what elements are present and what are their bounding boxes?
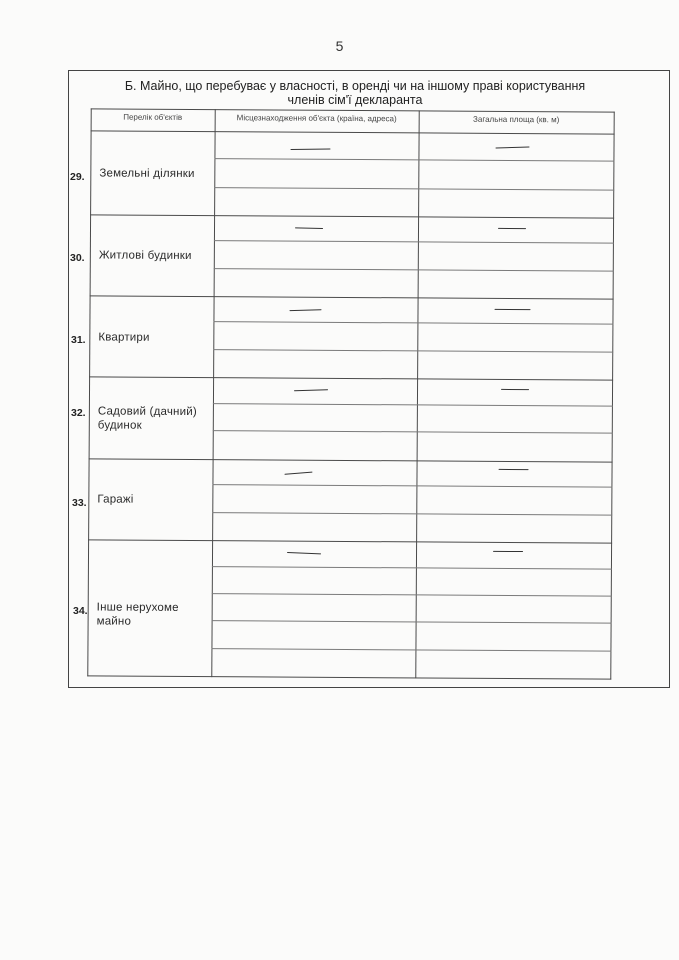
section-title-line-1: Б. Майно, що перебуває у власності, в оренді чи на іншому праві користування [124, 79, 586, 93]
row-divider [214, 240, 614, 243]
empty-entry-area [498, 228, 526, 230]
row-divider [214, 268, 614, 271]
section-divider [88, 539, 612, 543]
section-divider [90, 214, 614, 218]
row-divider [211, 648, 611, 651]
empty-entry-location [295, 227, 323, 229]
section-title-line-2: членів сім'ї декларанта [287, 93, 423, 107]
property-table [87, 108, 614, 679]
section-number-34: 34. [73, 605, 88, 617]
section-number-30: 30. [70, 252, 85, 264]
empty-entry-location [287, 552, 321, 555]
row-divider [214, 158, 614, 161]
empty-entry-location [289, 309, 321, 311]
column-divider [211, 109, 215, 677]
section-divider [90, 295, 614, 299]
label-apartments: Квартири [98, 331, 150, 344]
label-garden-house: Садовий (дачний) будинок [97, 405, 197, 432]
row-divider [212, 620, 612, 623]
row-divider [212, 512, 612, 515]
row-divider [212, 593, 612, 596]
label-residential-houses: Житлові будинки [98, 249, 192, 263]
label-garages: Гаражі [97, 493, 134, 506]
label-other-real-estate: Інше нерухоме майно [96, 601, 179, 628]
row-divider [212, 484, 612, 487]
section-number-29: 29. [70, 171, 85, 183]
section-number-31: 31. [71, 334, 86, 346]
row-divider [214, 187, 614, 190]
section-number-33: 33. [72, 497, 87, 509]
row-divider [213, 403, 613, 406]
row-divider [212, 566, 612, 569]
header-divider [91, 130, 615, 134]
section-number-32: 32. [71, 407, 86, 419]
row-divider [213, 430, 613, 433]
empty-entry-area [495, 309, 531, 311]
row-divider [213, 321, 613, 324]
label-land-plots: Земельні ділянки [99, 167, 195, 181]
empty-entry-area [499, 469, 529, 471]
empty-entry-location [290, 149, 330, 151]
section-title [100, 79, 610, 107]
header-area: Загальна площа (кв. м) [473, 114, 560, 125]
row-divider [213, 349, 613, 352]
section-divider [89, 458, 613, 462]
empty-entry-area [495, 146, 529, 148]
empty-entry-location [285, 472, 313, 476]
section-divider [89, 376, 613, 380]
empty-entry-area [493, 551, 523, 553]
header-objects: Перелік об'єктів [123, 112, 183, 122]
page-number: 5 [335, 38, 344, 54]
column-divider [415, 110, 419, 678]
header-location: Місцезнаходження об'єкта (країна, адреса) [236, 113, 397, 124]
empty-entry-area [501, 389, 529, 391]
empty-entry-location [294, 389, 328, 391]
